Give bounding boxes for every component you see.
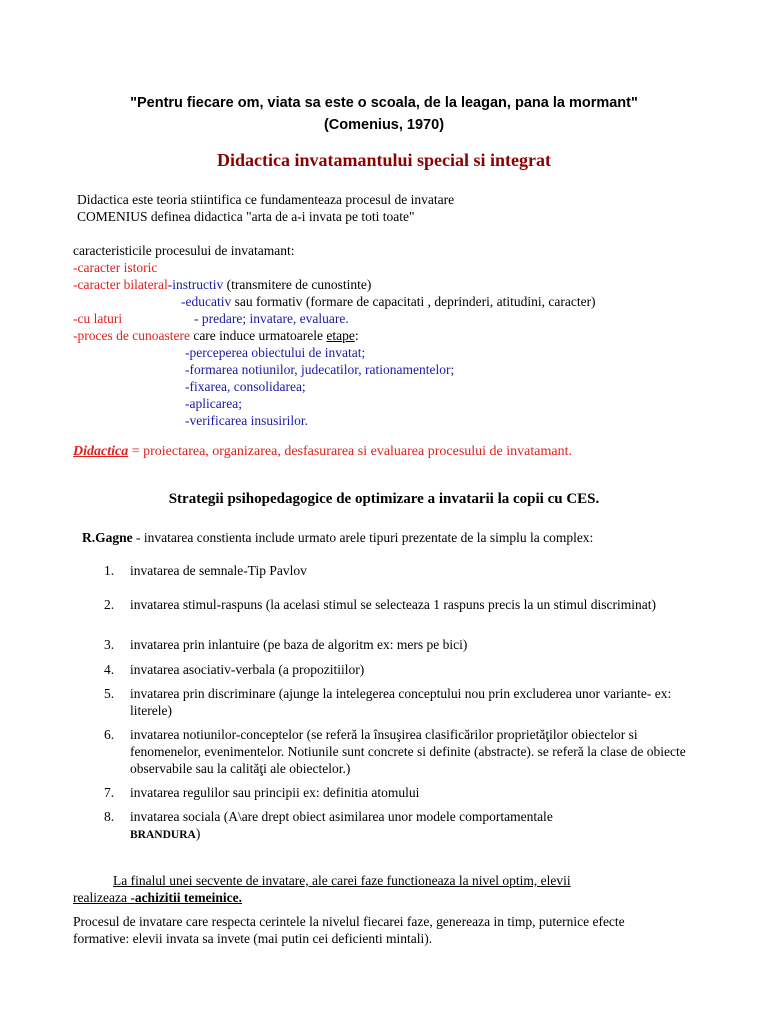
etapa-1: -perceperea obiectului de invatat; — [185, 345, 366, 360]
conclusion-line-1: La finalul unei secvente de invatare, ale carei faze functioneaza la nivel optim, elevii — [113, 873, 571, 888]
char-laturi: -cu laturi — [73, 311, 123, 326]
characteristics-heading: caracteristicile procesului de invatamant: — [73, 243, 295, 258]
char-laturi-line — [73, 310, 122, 327]
intro-line-1: Didactica este teoria stiintifica ce fundamenteaza procesul de invatare — [77, 192, 455, 207]
brandura-label: BRANDURA — [130, 829, 196, 841]
gagne-intro — [82, 529, 593, 546]
didactica-definition — [73, 443, 572, 460]
epigraph — [0, 92, 768, 136]
etapa-2: -formarea notiunilor, judecatilor, rationamentelor; — [185, 362, 455, 377]
gagne-intro-text: - invatarea constienta include urmato arele tipuri prezentate de la simplu la complex: — [132, 530, 594, 545]
epigraph-quote: "Pentru fiecare om, viata sa este o scoala, de la leagan, pana la mormant" — [130, 95, 638, 111]
document-page: "Pentru fiecare om, viata sa este o scoala, de la leagan, pana la mormant" (Comenius, 1970) Didactica invatamantului special si integrat Didactica este teoria stiintifica ce fundamenteaza procesul de invatare COMENIUS definea didactica "arta de a-i invata pe toti toate" caracteristicile procesului de invatamant: -caracter istoric -caracter bilateral-instructiv (transmitere de cunostinte) -educativ sau formativ (formare de capacitati , deprinderi, atitudini, caracter) -cu laturi - predare; invatare, evaluare. -proces de cunoastere care induce urmatoarele etape: -perceperea obiectului de invatat; -formarea notiunilor, judecatilor, rationamentelor; -fixarea, consolidarea; -aplicarea; -verificarea insusirilor. Didactica = proiectarea, organizarea, desfasurarea si evaluarea procesului de invatamant. Strategii psihopedagogice de optimizare a invatarii la copii cu CES. R.Gagne - invatarea constienta include urmato arele tipuri prezentate de la simplu la complex: 1. invatarea de semnale-Tip Pavlov 2. invatarea stimul-raspuns (la acelasi stimul se selecteaza 1 raspuns precis la un stimul discriminat) 3. invatarea prin inlantuire (pe baza de algoritm ex: mers pe bici) 4. invatarea asociativ-verbala (a propozitiilor) 5. invatarea prin discriminare (ajunge la intelegerea conceptului nou prin excluderea unor variante- ex: literele) 6. invatarea notiunilor-conceptelor (se referă la însuşirea clasificărilor proprietăţilor obiectelor si fenomenelor, evenimentelor. Notiunile sunt concrete si definite (abstracte). se referă la clase de obiecte observabile sau la calităţi ale obiectelor.) 7. invatarea regulilor sau principii ex: definitia atomului 8. invatarea sociala (A\are drept obiect asimilarea unor modele comportamentale BRANDURA) La finalul unei secvente de invatare, ale carei faze functioneaza la nivel optim, elevii realizeaza -achizitii temeinice. Procesul de invatare care respecta cerintele la nivelul fiecarei faze, genereaza in timp, puternice efecte formative: elevii invata sa invete (mai putin cei deficienti mintali). — [0, 0, 768, 1024]
document-title: Didactica invatamantului special si integrat — [217, 150, 551, 170]
char-instructiv-note: (transmitere de cunostinte) — [223, 277, 372, 292]
etapa-4: -aplicarea; — [185, 396, 242, 411]
char-instructiv: -instructiv — [167, 277, 224, 292]
strategies-title: Strategii psihopedagogice de optimizare a invatarii la copii cu CES. — [168, 491, 600, 507]
char-bilateral: -caracter bilateral — [73, 277, 168, 292]
definition-text: = proiectarea, organizarea, desfasurarea si evaluarea procesului de invatamant. — [128, 444, 572, 459]
char-proces-etape: etape — [326, 328, 355, 343]
conclusion-paragraph: Procesul de invatare care respecta cerintele la nivelul fiecarei faze, genereaza in timp, puternice efecte formative: elevii invata sa invete (mai putin cei deficienti mintali). — [73, 914, 625, 946]
char-educativ-line — [181, 293, 596, 310]
etapa-3: -fixarea, consolidarea; — [185, 379, 306, 394]
intro-line-2: COMENIUS definea didactica "arta de a-i invata pe toti toate" — [77, 209, 415, 224]
char-educativ: -educativ — [181, 294, 232, 309]
char-laturi-values: - predare; invatare, evaluare. — [194, 311, 349, 326]
conclusion-line-2: realizeaza -achizitii temeinice. — [73, 890, 243, 905]
char-proces-note: care induce urmatoarele — [189, 328, 327, 343]
definition-term: Didactica — [73, 444, 129, 459]
char-proces: -proces de cunoastere — [73, 328, 190, 343]
conclusion-emphasis: achizitii temeinice. — [134, 890, 243, 905]
char-bilateral-line — [73, 276, 371, 293]
etapa-5: -verificarea insusirilor. — [185, 413, 308, 428]
char-educativ-note: sau formativ (formare de capacitati , deprinderi, atitudini, caracter) — [231, 294, 596, 309]
char-proces-line — [73, 327, 359, 344]
char-istoric: -caracter istoric — [73, 260, 158, 275]
gagne-author: R.Gagne — [82, 530, 133, 545]
char-proces-colon: : — [354, 328, 359, 343]
epigraph-author: (Comenius, 1970) — [323, 117, 445, 133]
